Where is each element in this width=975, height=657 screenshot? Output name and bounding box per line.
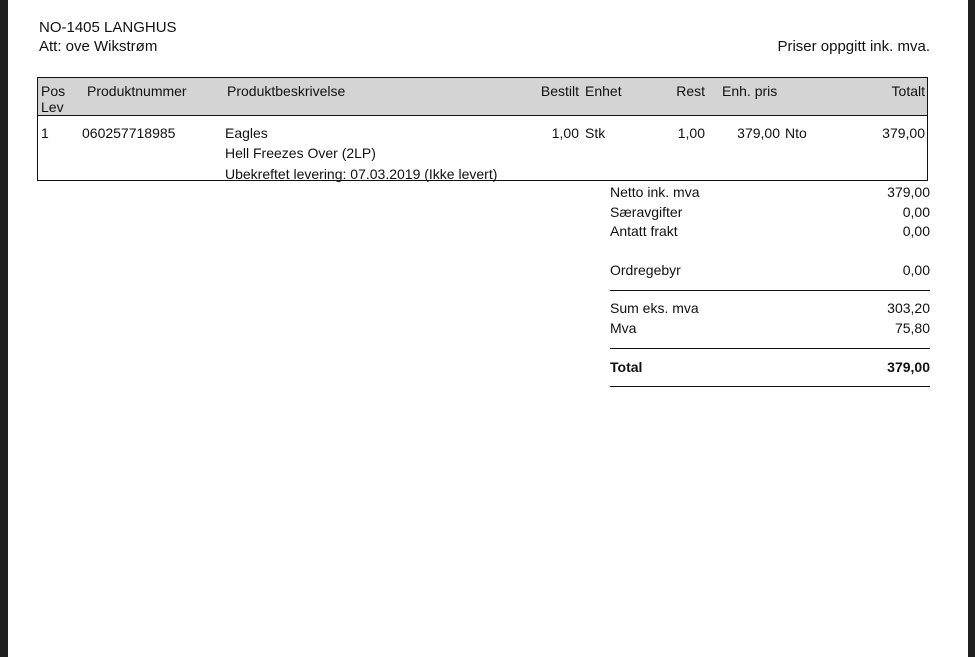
header-description: Produktbeskrivelse	[227, 83, 346, 99]
header-rest: Rest	[676, 83, 705, 99]
row-unit: Stk	[585, 125, 606, 141]
row-title: Hell Freezes Over (2LP)	[225, 145, 376, 161]
address-postal: NO-1405 LANGHUS	[39, 19, 177, 36]
row-ordered: 1,00	[551, 125, 579, 141]
net-label: Netto ink. mva	[610, 184, 700, 200]
address-attention: Att: ove Wikstrøm	[39, 38, 158, 55]
header-total: Totalt	[891, 83, 925, 99]
document-page	[8, 0, 968, 657]
order-table	[37, 77, 928, 181]
table-header	[38, 78, 927, 116]
summary-divider-3	[610, 386, 930, 387]
header-unit: Enhet	[585, 83, 622, 99]
net-value: 379,00	[887, 184, 930, 200]
row-total: 379,00	[882, 125, 925, 141]
row-delivery-status: Ubekreftet levering: 07.03.2019 (Ikke levert)	[225, 166, 498, 182]
freight-value: 0,00	[902, 223, 930, 239]
special-fees-label: Særavgifter	[610, 204, 683, 220]
header-ordered: Bestilt	[540, 83, 579, 99]
row-product-number: 060257718985	[82, 125, 176, 141]
row-price-type: Nto	[785, 125, 807, 141]
row-rest: 1,00	[677, 125, 705, 141]
order-fee-value: 0,00	[902, 262, 930, 278]
total-value: 379,00	[887, 359, 930, 375]
vat-label: Mva	[610, 320, 637, 336]
summary-divider-2	[610, 348, 930, 349]
freight-label: Antatt frakt	[610, 223, 678, 239]
prices-note: Priser oppgitt ink. mva.	[777, 38, 930, 55]
row-artist: Eagles	[225, 125, 268, 141]
vat-value: 75,80	[894, 320, 930, 336]
total-label: Total	[610, 359, 643, 375]
sum-ex-vat-label: Sum eks. mva	[610, 300, 699, 316]
header-pos: Pos	[41, 83, 66, 99]
row-unit-price: 379,00	[737, 125, 780, 141]
summary-divider-1	[610, 290, 930, 291]
header-lev: Lev	[41, 99, 64, 115]
header-product-number: Produktnummer	[87, 83, 187, 99]
sum-ex-vat-value: 303,20	[887, 300, 930, 316]
order-fee-label: Ordregebyr	[610, 262, 681, 278]
special-fees-value: 0,00	[902, 204, 930, 220]
header-unit-price: Enh. pris	[722, 83, 778, 99]
row-pos: 1	[41, 125, 49, 141]
